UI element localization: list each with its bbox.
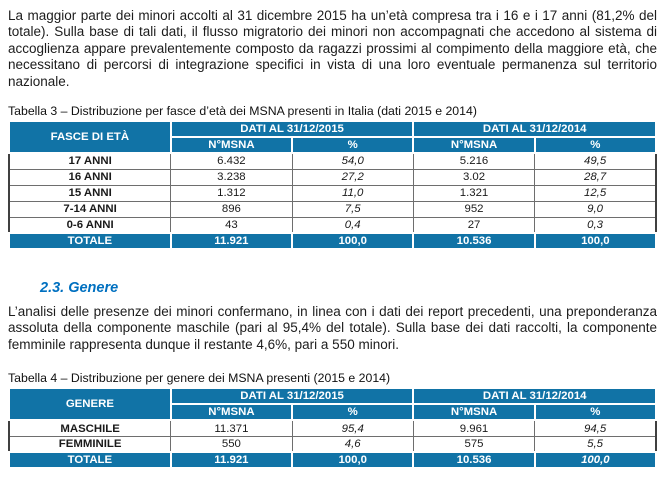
table-age-distribution — [8, 120, 657, 250]
subheader-pct-2015: % — [292, 137, 413, 153]
cell-pct-2014: 94,5 — [535, 420, 656, 436]
table-row — [9, 201, 656, 217]
row-label: 7-14 ANNI — [9, 201, 171, 217]
gender-paragraph: L’analisi delle presenze dei minori confermano, in linea con i dati dei report precedenti, una preponderanza assoluta della componente maschile (pari al 95,4% del totale). Sulla base dei dati raccolti, la componente femminile rappresenta dunque il restante 4,6%, pari a 550 minori. — [8, 304, 657, 352]
group-header-2015: DATI AL 31/12/2015 — [171, 121, 414, 137]
row-label: 15 ANNI — [9, 185, 171, 201]
intro-paragraph: La maggior parte dei minori accolti al 31 dicembre 2015 ha un’età compresa tra i 16 e i 17 anni (81,2% del totale). Sulla base di tali dati, il flusso migratorio dei minori non accompagnati che accedono al sistema di accoglienza appare prevalentemente composto da ragazzi prossimi al compimento della maggiore età, che necessitano di percorsi di integrazione specifici in vista di una loro eventuale permanenza sul territorio nazionale. — [8, 8, 657, 89]
total-pct-2015: 100,0 — [292, 233, 413, 249]
cell-n-2015: 1.312 — [171, 185, 292, 201]
subheader-nmsna-2015: N°MSNA — [171, 404, 292, 420]
table3-caption: Tabella 3 – Distribuzione per fasce d’età dei MSNA presenti in Italia (dati 2015 e 2014) — [8, 104, 477, 119]
cell-pct-2015: 4,6 — [292, 436, 413, 452]
table4-caption: Tabella 4 – Distribuzione per genere dei MSNA presenti (2015 e 2014) — [8, 371, 391, 386]
cell-n-2014: 575 — [413, 436, 534, 452]
subheader-pct-2015: % — [292, 404, 413, 420]
subheader-pct-2014: % — [535, 137, 656, 153]
cell-n-2015: 6.432 — [171, 153, 292, 169]
table-total-row — [9, 233, 656, 249]
total-n-2014: 10.536 — [413, 452, 534, 468]
row-label: 16 ANNI — [9, 169, 171, 185]
row-label: 0-6 ANNI — [9, 217, 171, 233]
subheader-nmsna-2015: N°MSNA — [171, 137, 292, 153]
cell-pct-2014: 49,5 — [535, 153, 656, 169]
col-header-fasce-eta: FASCE DI ETÀ — [9, 121, 171, 153]
table-row — [9, 436, 656, 452]
table-row — [9, 217, 656, 233]
cell-pct-2014: 0,3 — [535, 217, 656, 233]
table-gender-distribution — [8, 387, 657, 469]
cell-pct-2015: 7,5 — [292, 201, 413, 217]
table-row — [9, 185, 656, 201]
cell-n-2015: 11.371 — [171, 420, 292, 436]
col-header-genere: GENERE — [9, 388, 171, 420]
cell-pct-2014: 28,7 — [535, 169, 656, 185]
group-header-2015: DATI AL 31/12/2015 — [171, 388, 414, 404]
document-page — [8, 8, 657, 469]
cell-n-2014: 5.216 — [413, 153, 534, 169]
subheader-nmsna-2014: N°MSNA — [413, 137, 534, 153]
table-row — [9, 153, 656, 169]
total-label: TOTALE — [9, 452, 171, 468]
total-pct-2014: 100,0 — [535, 233, 656, 249]
cell-pct-2014: 12,5 — [535, 185, 656, 201]
cell-pct-2015: 0,4 — [292, 217, 413, 233]
cell-n-2014: 9.961 — [413, 420, 534, 436]
cell-n-2015: 3.238 — [171, 169, 292, 185]
cell-n-2015: 43 — [171, 217, 292, 233]
total-label: TOTALE — [9, 233, 171, 249]
group-header-2014: DATI AL 31/12/2014 — [413, 121, 656, 137]
total-pct-2014: 100,0 — [535, 452, 656, 468]
table-row — [9, 420, 656, 436]
table-row — [9, 169, 656, 185]
cell-n-2014: 952 — [413, 201, 534, 217]
table-header-row — [9, 388, 656, 404]
subheader-pct-2014: % — [535, 404, 656, 420]
section-heading-genere: 2.3. Genere — [40, 280, 119, 297]
total-n-2015: 11.921 — [171, 233, 292, 249]
cell-pct-2014: 9,0 — [535, 201, 656, 217]
cell-pct-2014: 5,5 — [535, 436, 656, 452]
cell-n-2015: 550 — [171, 436, 292, 452]
cell-pct-2015: 54,0 — [292, 153, 413, 169]
table-total-row — [9, 452, 656, 468]
cell-pct-2015: 11,0 — [292, 185, 413, 201]
cell-n-2015: 896 — [171, 201, 292, 217]
row-label: MASCHILE — [9, 420, 171, 436]
row-label: FEMMINILE — [9, 436, 171, 452]
subheader-nmsna-2014: N°MSNA — [413, 404, 534, 420]
cell-n-2014: 1.321 — [413, 185, 534, 201]
row-label: 17 ANNI — [9, 153, 171, 169]
cell-pct-2015: 95,4 — [292, 420, 413, 436]
total-n-2014: 10.536 — [413, 233, 534, 249]
cell-n-2014: 3.02 — [413, 169, 534, 185]
total-n-2015: 11.921 — [171, 452, 292, 468]
total-pct-2015: 100,0 — [292, 452, 413, 468]
table-header-row — [9, 121, 656, 137]
cell-pct-2015: 27,2 — [292, 169, 413, 185]
group-header-2014: DATI AL 31/12/2014 — [413, 388, 656, 404]
cell-n-2014: 27 — [413, 217, 534, 233]
